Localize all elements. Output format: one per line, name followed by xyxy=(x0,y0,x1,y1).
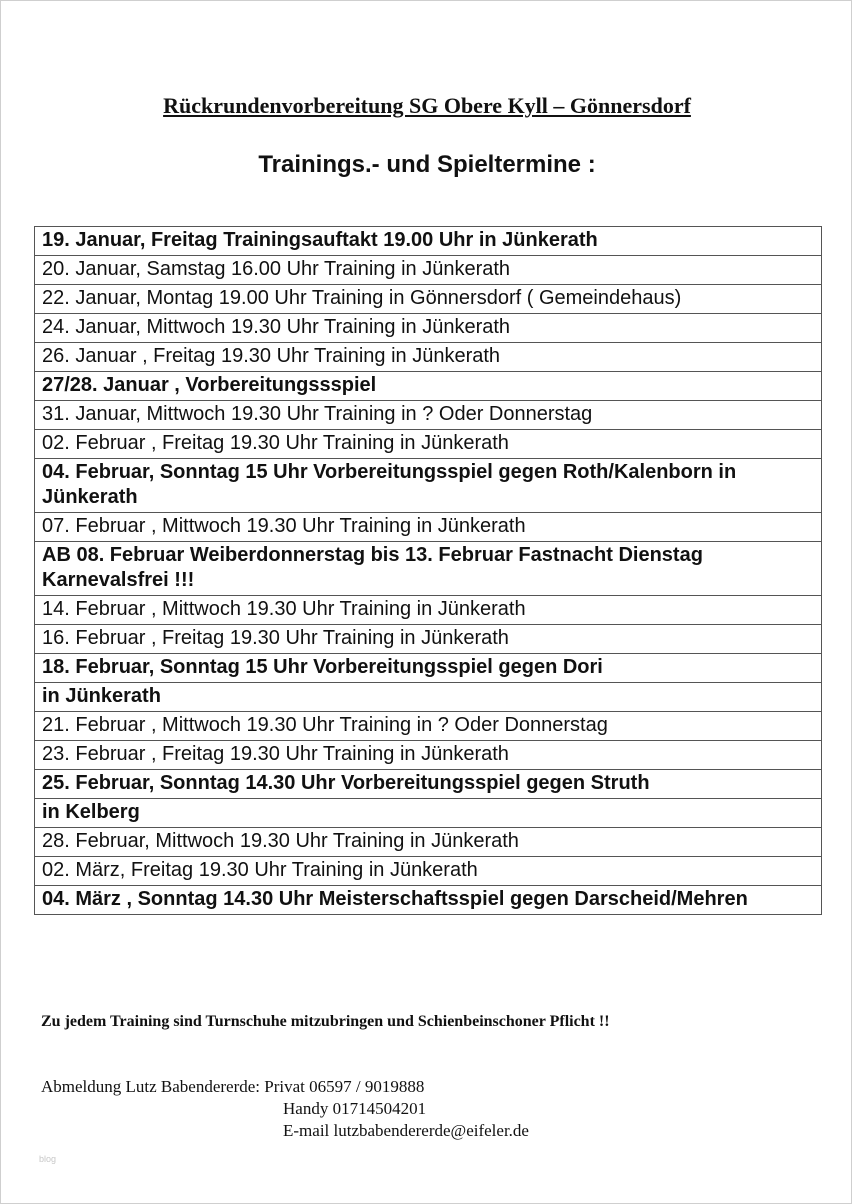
schedule-entry: 21. Februar , Mittwoch 19.30 Uhr Training in ? Oder Donnerstag xyxy=(35,712,822,741)
schedule-row xyxy=(35,285,822,314)
schedule-row xyxy=(35,372,822,401)
schedule-row xyxy=(35,513,822,542)
schedule-entry: 26. Januar , Freitag 19.30 Uhr Training in Jünkerath xyxy=(35,343,822,372)
schedule-entry: 07. Februar , Mittwoch 19.30 Uhr Training in Jünkerath xyxy=(35,513,822,542)
page-subtitle: Trainings.- und Spieltermine : xyxy=(258,151,596,178)
schedule-row xyxy=(35,596,822,625)
schedule-entry: 23. Februar , Freitag 19.30 Uhr Training in Jünkerath xyxy=(35,741,822,770)
schedule-entry: AB 08. Februar Weiberdonnerstag bis 13. Februar Fastnacht Dienstag Karnevalsfrei !!! xyxy=(35,542,822,596)
schedule-entry: 18. Februar, Sonntag 15 Uhr Vorbereitungsspiel gegen Dori xyxy=(35,654,822,683)
schedule-row xyxy=(35,741,822,770)
schedule-row xyxy=(35,828,822,857)
schedule-entry: 20. Januar, Samstag 16.00 Uhr Training in Jünkerath xyxy=(35,256,822,285)
schedule-entry: 14. Februar , Mittwoch 19.30 Uhr Training in Jünkerath xyxy=(35,596,822,625)
schedule-row xyxy=(35,654,822,683)
schedule-entry: 24. Januar, Mittwoch 19.30 Uhr Training in Jünkerath xyxy=(35,314,822,343)
schedule-row xyxy=(35,857,822,886)
schedule-entry: 16. Februar , Freitag 19.30 Uhr Training in Jünkerath xyxy=(35,625,822,654)
schedule-entry: 31. Januar, Mittwoch 19.30 Uhr Training in ? Oder Donnerstag xyxy=(35,401,822,430)
schedule-entry: in Jünkerath xyxy=(35,683,822,712)
schedule-entry: 22. Januar, Montag 19.00 Uhr Training in Gönnersdorf ( Gemeindehaus) xyxy=(35,285,822,314)
schedule-row xyxy=(35,770,822,799)
schedule-entry: 04. Februar, Sonntag 15 Uhr Vorbereitungsspiel gegen Roth/Kalenborn in Jünkerath xyxy=(35,459,822,513)
schedule-entry: 02. März, Freitag 19.30 Uhr Training in Jünkerath xyxy=(35,857,822,886)
contact-block xyxy=(41,1076,529,1142)
schedule-entry: 04. März , Sonntag 14.30 Uhr Meisterschaftsspiel gegen Darscheid/Mehren xyxy=(35,886,822,915)
schedule-row xyxy=(35,712,822,741)
schedule-table xyxy=(34,226,822,915)
schedule-body xyxy=(35,227,822,915)
page-title: Rückrundenvorbereitung SG Obere Kyll – Gönnersdorf xyxy=(163,93,691,118)
schedule-row xyxy=(35,459,822,513)
contact-line-handy: Handy 01714504201 xyxy=(283,1099,427,1118)
schedule-entry: 02. Februar , Freitag 19.30 Uhr Training in Jünkerath xyxy=(35,430,822,459)
schedule-row xyxy=(35,542,822,596)
schedule-row xyxy=(35,683,822,712)
schedule-row xyxy=(35,886,822,915)
schedule-row xyxy=(35,430,822,459)
schedule-row xyxy=(35,625,822,654)
schedule-row xyxy=(35,401,822,430)
schedule-row xyxy=(35,799,822,828)
schedule-row xyxy=(35,314,822,343)
contact-line-privat: Abmeldung Lutz Babendererde: Privat 06597 / 9019888 xyxy=(41,1077,425,1096)
schedule-entry: 25. Februar, Sonntag 14.30 Uhr Vorbereitungsspiel gegen Struth xyxy=(35,770,822,799)
contact-line-email: E-mail lutzbabendererde@eifeler.de xyxy=(283,1121,529,1140)
schedule-row xyxy=(35,343,822,372)
training-note: Zu jedem Training sind Turnschuhe mitzubringen und Schienbeinschoner Pflicht !! xyxy=(41,1013,610,1030)
schedule-entry: in Kelberg xyxy=(35,799,822,828)
schedule-entry: 28. Februar, Mittwoch 19.30 Uhr Training in Jünkerath xyxy=(35,828,822,857)
schedule-row xyxy=(35,227,822,256)
watermark: blog xyxy=(39,1154,57,1164)
schedule-entry: 27/28. Januar , Vorbereitungssspiel xyxy=(35,372,822,401)
schedule-row xyxy=(35,256,822,285)
schedule-entry: 19. Januar, Freitag Trainingsauftakt 19.00 Uhr in Jünkerath xyxy=(35,227,822,256)
